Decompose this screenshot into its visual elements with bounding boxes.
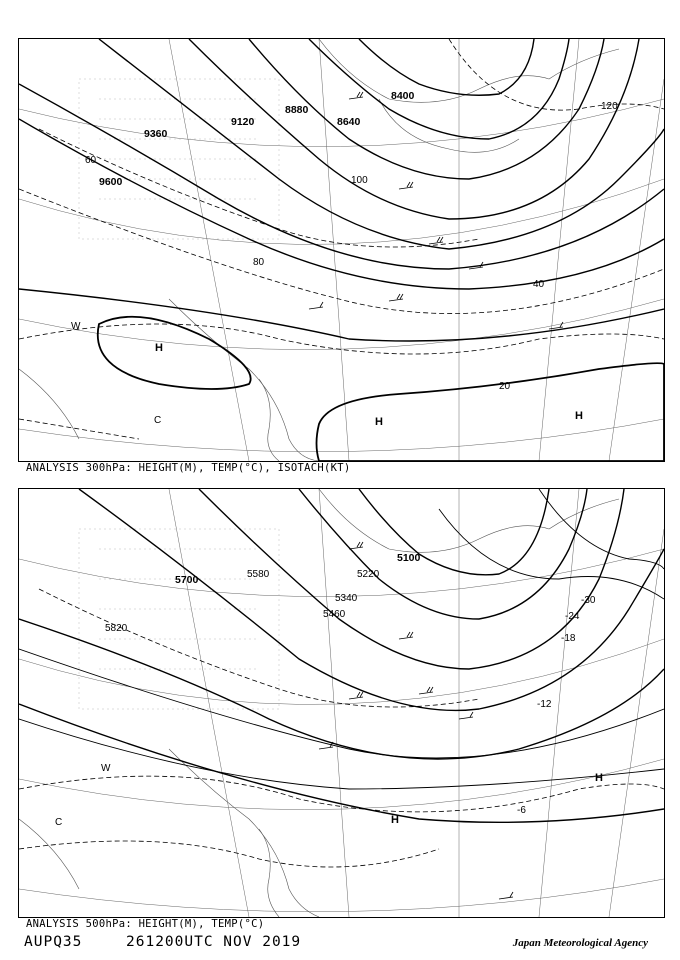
coastlines	[19, 39, 619, 461]
temperature-label: -30	[581, 595, 596, 606]
height-label: 9120	[231, 116, 255, 128]
valid-time: 261200UTC NOV 2019	[126, 934, 302, 950]
map-500hpa	[19, 489, 664, 917]
height-label: 5340	[335, 593, 358, 604]
analysis-300hpa-chart	[18, 38, 665, 462]
cold-center: C	[55, 817, 63, 828]
isotach-label: 80	[253, 257, 265, 268]
panel-caption-300hpa: ANALYSIS 300hPa: HEIGHT(M), TEMP(°C), ISOTACH(KT)	[26, 462, 351, 474]
product-code: AUPQ35	[24, 934, 83, 950]
isotach-label: 40	[533, 279, 545, 290]
high-center: H	[391, 814, 399, 826]
temperature-label: -24	[565, 611, 580, 622]
agency-name: Japan Meteorological Agency	[512, 937, 648, 949]
cold-center: C	[154, 415, 162, 426]
analysis-500hpa-chart	[18, 488, 665, 918]
height-label: 8400	[391, 90, 415, 102]
high-cells	[98, 317, 664, 461]
panel-caption-500hpa: ANALYSIS 500hPa: HEIGHT(M), TEMP(°C)	[26, 918, 265, 930]
wind-marker: W	[71, 321, 81, 332]
graticule	[19, 39, 664, 461]
isotach-label: 60	[85, 155, 97, 166]
isotach-label: 20	[499, 381, 511, 392]
isotach-label: 100	[351, 175, 368, 186]
high-center: H	[595, 772, 603, 784]
height-label: 5460	[323, 609, 346, 620]
isotach-label: 120	[601, 101, 618, 112]
height-contours	[19, 39, 664, 341]
height-label: 8640	[337, 116, 361, 128]
temperature-label: -18	[561, 633, 576, 644]
height-label: 5100	[397, 552, 421, 564]
high-center: H	[375, 416, 383, 428]
height-label: 9600	[99, 176, 123, 188]
height-label: 5580	[247, 569, 270, 580]
temperature-label: -12	[537, 699, 552, 710]
height-label: 8880	[285, 104, 309, 116]
height-label: 5700	[175, 574, 199, 586]
wind-marker: W	[101, 763, 111, 774]
temperature-label: -6	[517, 805, 526, 816]
high-center: H	[575, 410, 583, 422]
map-300hpa	[19, 39, 664, 461]
height-label: 5820	[105, 623, 128, 634]
height-contours	[19, 489, 664, 822]
coastlines	[19, 489, 619, 917]
height-label: 9360	[144, 128, 168, 140]
height-label: 5220	[357, 569, 380, 580]
high-center: H	[155, 342, 163, 354]
